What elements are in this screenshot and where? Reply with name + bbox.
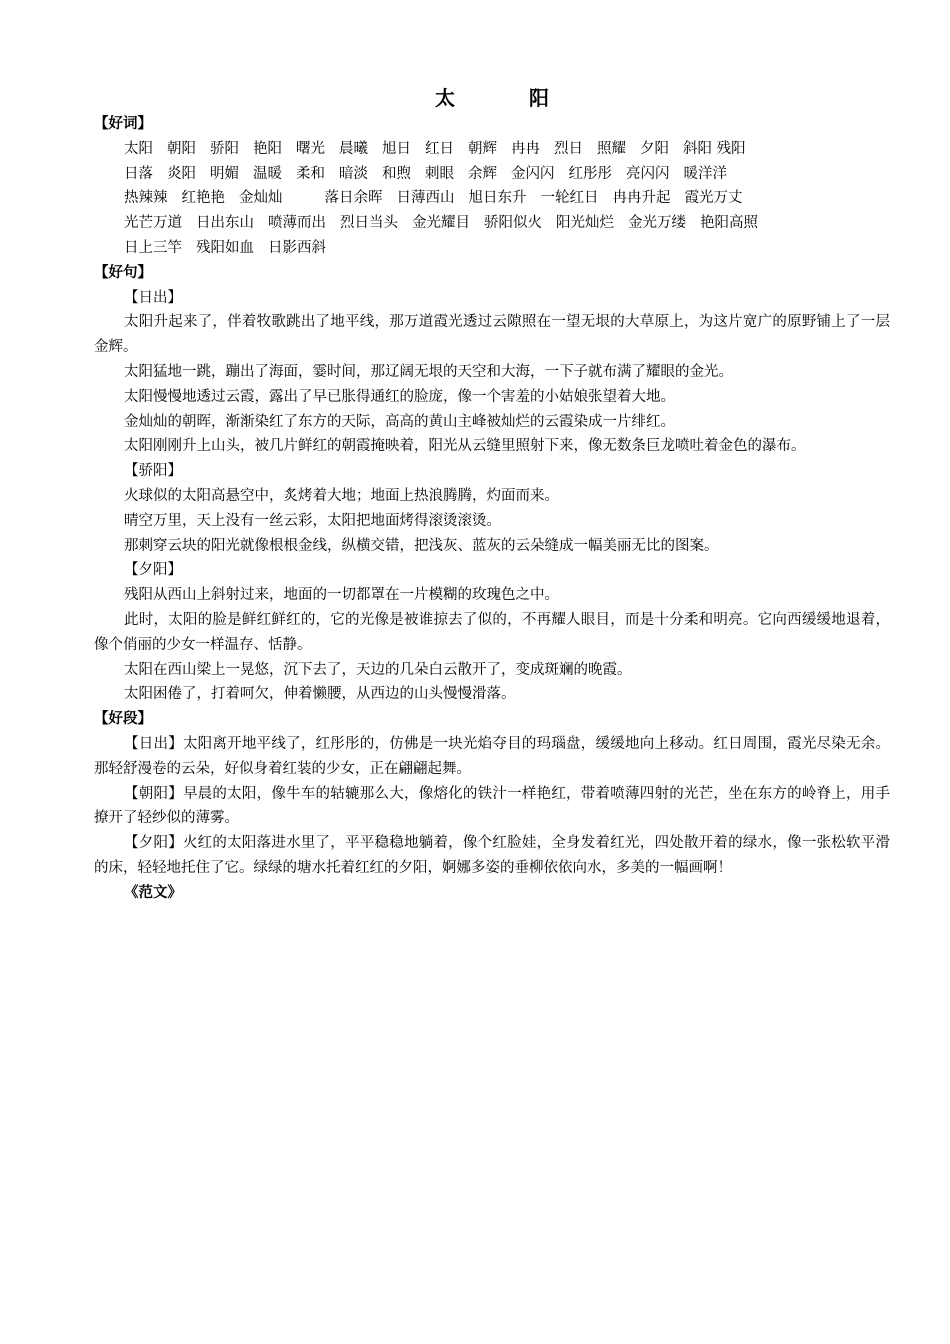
word: 残阳如血 xyxy=(196,239,254,256)
word-line xyxy=(124,186,890,211)
title-char-1: 太 xyxy=(435,86,455,110)
section-heading-haoci: 【好词】 xyxy=(94,115,152,132)
word: 余辉 xyxy=(468,165,497,182)
sentence-paragraph: 那刺穿云块的阳光就像根根金线，纵横交错，把浅灰、蓝灰的云朵缝成一幅美丽无比的图案。 xyxy=(124,537,719,554)
word: 烈日当头 xyxy=(340,215,398,232)
model-essay-heading: 《范文》 xyxy=(124,883,182,901)
word: 暗淡 xyxy=(339,165,368,182)
word: 红彤彤 xyxy=(568,165,612,182)
word: 红日 xyxy=(425,140,454,157)
subheading-blazing-sun: 【骄阳】 xyxy=(124,463,182,480)
word: 金光万缕 xyxy=(628,215,686,232)
sentence-paragraph: 太阳猛地一跳，蹦出了海面，霎时间，那辽阔无垠的天空和大海，一下子就布满了耀眼的金光。 xyxy=(124,363,733,380)
word: 日影西斜 xyxy=(268,239,326,256)
passage-paragraph: 【日出】太阳离开地平线了，红彤彤的，仿佛是一块光焰夺目的玛瑙盘，缓缓地向上移动。红日周围，霞光尽染无余。那轻舒漫卷的云朵，好似身着红装的少女，正在翩翩起舞。 xyxy=(94,735,890,777)
word: 落日余晖 xyxy=(324,190,383,207)
word: 日上三竿 xyxy=(124,239,182,256)
word: 柔和 xyxy=(296,165,325,182)
word: 照耀 xyxy=(597,140,626,157)
word: 刺眼 xyxy=(425,165,454,182)
word: 骄阳似火 xyxy=(484,215,542,232)
word: 霞光万丈 xyxy=(684,190,743,207)
word-line xyxy=(124,162,890,187)
word: 光芒万道 xyxy=(124,215,182,232)
word: 冉冉升起 xyxy=(612,190,671,207)
word: 艳阳高照 xyxy=(700,215,758,232)
word-line xyxy=(124,236,890,261)
sentence-paragraph: 火球似的太阳高悬空中，炙烤着大地；地面上热浪腾腾，灼面而来。 xyxy=(124,487,559,504)
subheading-sunrise: 【日出】 xyxy=(124,289,182,306)
sentence-paragraph: 太阳慢慢地透过云霞，露出了早已胀得通红的脸庞，像一个害羞的小姑娘张望着大地。 xyxy=(124,388,675,405)
word-line xyxy=(124,211,890,236)
word: 热辣辣 xyxy=(124,190,168,207)
word: 日落 xyxy=(124,165,153,182)
sentence-paragraph: 金灿灿的朝晖，渐渐染红了东方的天际，高高的黄山主峰被灿烂的云霞染成一片绯红。 xyxy=(124,413,675,430)
word: 夕阳 xyxy=(640,140,669,157)
word: 日出东山 xyxy=(196,215,254,232)
section-heading-haoduan: 【好段】 xyxy=(94,710,152,728)
passage-paragraph: 【夕阳】火红的太阳落进水里了，平平稳稳地躺着，像个红脸娃，全身发着红光，四处散开着的绿水，像一张松软平滑的床，轻轻地托住了它。绿绿的塘水托着红红的夕阳，婀娜多姿的垂柳依依向水，多美的一幅画啊！ xyxy=(94,835,890,876)
word: 暖洋洋 xyxy=(683,165,727,182)
sentence-paragraph: 太阳在西山梁上一晃悠，沉下去了，天边的几朵白云散开了，变成斑斓的晚霞。 xyxy=(124,661,632,678)
page-title xyxy=(94,84,890,112)
sentence-paragraph: 晴空万里，天上没有一丝云彩，太阳把地面烤得滚烫滚烫。 xyxy=(124,512,501,529)
word-line xyxy=(124,137,890,162)
subheading-sunset: 【夕阳】 xyxy=(124,562,182,579)
word: 斜阳 残阳 xyxy=(683,140,746,157)
word: 金闪闪 xyxy=(511,165,555,182)
word: 冉冉 xyxy=(511,140,540,157)
word: 曙光 xyxy=(296,140,325,157)
word: 艳阳 xyxy=(253,140,282,157)
sentence-paragraph: 太阳刚刚升上山头，被几片鲜红的朝霞掩映着，阳光从云缝里照射下来，像无数条巨龙喷吐着金色的瀑布。 xyxy=(124,438,806,455)
sentence-paragraph: 残阳从西山上斜射过来，地面的一切都罩在一片模糊的玫瑰色之中。 xyxy=(124,587,559,604)
word: 金灿灿 xyxy=(239,190,283,207)
word: 烈日 xyxy=(554,140,583,157)
sentence-paragraph: 太阳升起来了，伴着牧歌跳出了地平线，那万道霞光透过云隙照在一望无垠的大草原上，为这片宽广的原野铺上了一层金辉。 xyxy=(94,314,890,356)
word: 晨曦 xyxy=(339,140,368,157)
passage-paragraph: 【朝阳】早晨的太阳，像牛车的轱辘那么大，像熔化的铁汁一样艳红，带着喷薄四射的光芒，坐在东方的岭脊上，用手撩开了轻纱似的薄雾。 xyxy=(94,785,890,827)
word: 红艳艳 xyxy=(181,190,225,207)
word: 亮闪闪 xyxy=(626,165,670,182)
sentence-paragraph: 此时，太阳的脸是鲜红鲜红的，它的光像是被谁掠去了似的，不再耀人眼目，而是十分柔和明亮。它向西缓缓地退着，像个俏丽的少女一样温存、恬静。 xyxy=(94,611,890,653)
word: 明媚 xyxy=(210,165,239,182)
word: 炎阳 xyxy=(167,165,196,182)
title-char-2: 阳 xyxy=(529,86,549,110)
word: 喷薄而出 xyxy=(268,215,326,232)
word: 一轮红日 xyxy=(540,190,599,207)
document-page xyxy=(94,84,890,906)
word: 阳光灿烂 xyxy=(556,215,614,232)
word: 朝阳 xyxy=(167,140,196,157)
sentence-paragraph: 太阳困倦了，打着呵欠，伸着懒腰，从西边的山头慢慢滑落。 xyxy=(124,686,516,703)
word: 金光耀目 xyxy=(412,215,470,232)
word: 温暖 xyxy=(253,165,282,182)
word: 旭日东升 xyxy=(468,190,527,207)
section-heading-haoju: 【好句】 xyxy=(94,263,152,281)
word: 旭日 xyxy=(382,140,411,157)
word: 和煦 xyxy=(382,165,411,182)
word: 骄阳 xyxy=(210,140,239,157)
word: 朝辉 xyxy=(468,140,497,157)
word: 太阳 xyxy=(124,140,153,157)
word: 日薄西山 xyxy=(396,190,455,207)
good-words-list xyxy=(94,137,890,261)
